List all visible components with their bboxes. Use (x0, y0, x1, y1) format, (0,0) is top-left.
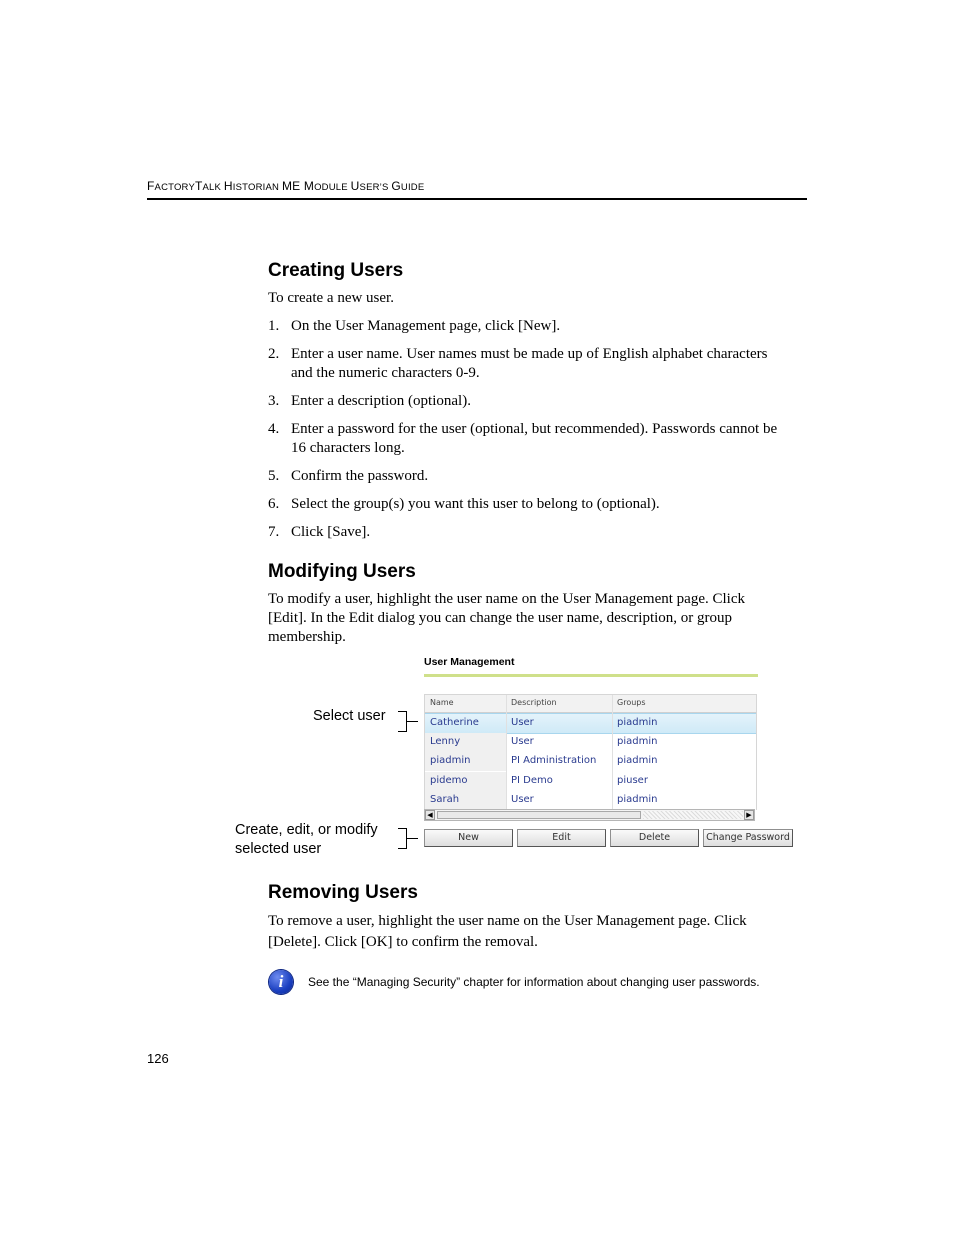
step-text (291, 345, 811, 383)
column-divider (612, 695, 613, 810)
step-line: Click [Save]. (291, 524, 371, 540)
modifying-line: [Edit]. In the Edit dialog you can change the user name, description, or group (268, 610, 733, 626)
step-number: 6. (268, 496, 280, 512)
running-header-initial: M (303, 179, 315, 193)
page-number: 126 (147, 1051, 169, 1066)
table-row[interactable] (425, 791, 756, 810)
user-table (424, 694, 757, 810)
step-text (291, 523, 811, 542)
running-header-rest: ISTORIAN (232, 182, 282, 193)
create-edit-callout-line: selected user (235, 841, 322, 857)
step-number: 2. (268, 346, 280, 362)
removing-line: To remove a user, highlight the user name on the User Management page. Click (268, 913, 747, 929)
create-edit-callout (235, 821, 378, 859)
groups-cell[interactable]: piadmin (617, 735, 658, 747)
select-user-callout: Select user (313, 708, 386, 724)
scroll-right-icon[interactable]: ▶ (744, 810, 754, 820)
step-text (291, 317, 811, 336)
column-header-name[interactable]: Name (430, 698, 454, 707)
removing-users-heading: Removing Users (268, 882, 418, 903)
create-edit-callout-line: Create, edit, or modify (235, 822, 378, 838)
step-line: 16 characters long. (291, 440, 405, 456)
running-header-initial: H (223, 179, 233, 193)
groups-cell[interactable]: piuser (617, 774, 648, 786)
scroll-left-icon[interactable]: ◀ (425, 810, 435, 820)
running-header-initial: G (391, 179, 401, 193)
running-header-initial: T (194, 179, 203, 193)
column-header-groups[interactable]: Groups (617, 698, 646, 707)
groups-cell[interactable]: piadmin (617, 755, 658, 766)
step-line: Select the group(s) you want this user to belong to (optional). (291, 496, 660, 512)
step-text (291, 467, 811, 486)
running-header (147, 178, 807, 200)
select-user-bracket (398, 711, 407, 732)
running-header-rest: ODULE (314, 182, 351, 193)
modifying-line: membership. (268, 629, 346, 645)
new-button[interactable]: New (424, 829, 513, 847)
scroll-track[interactable] (643, 811, 743, 819)
step-number: 4. (268, 421, 280, 437)
table-header (425, 695, 756, 713)
running-header-initial: F (147, 179, 155, 193)
running-header-rest: SER’S (359, 182, 392, 193)
edit-button[interactable]: Edit (517, 829, 606, 847)
running-header-initial: ME (281, 179, 304, 193)
horizontal-scrollbar[interactable] (424, 809, 755, 821)
note-text: See the “Managing Security” chapter for information about changing user passwords. (308, 975, 760, 989)
name-cell[interactable]: pidemo (430, 774, 468, 786)
table-row[interactable] (425, 772, 756, 791)
name-cell[interactable]: Sarah (430, 794, 460, 805)
step-text (291, 495, 811, 514)
name-cell[interactable]: piadmin (430, 755, 471, 766)
user-management-title: User Management (424, 656, 515, 668)
column-divider (506, 695, 507, 810)
create-edit-bracket (398, 828, 407, 849)
scroll-thumb[interactable] (437, 811, 641, 819)
running-header-rest: UIDE (400, 182, 425, 193)
table-row[interactable] (425, 713, 756, 734)
step-line: Enter a user name. User names must be made up of English alphabet characters (291, 346, 768, 362)
description-cell[interactable]: PI Demo (511, 774, 553, 786)
running-header-text (147, 179, 424, 193)
step-number: 5. (268, 468, 280, 484)
removing-line: [Delete]. Click [OK] to confirm the removal. (268, 934, 538, 950)
modifying-users-paragraph (268, 590, 808, 647)
step-text (291, 392, 811, 411)
table-row[interactable] (425, 733, 756, 752)
change-password-button[interactable]: Change Password (703, 829, 793, 847)
create-edit-pointer (407, 838, 418, 839)
step-number: 3. (268, 393, 280, 409)
title-underline (424, 674, 758, 677)
delete-button[interactable]: Delete (610, 829, 699, 847)
creating-users-intro: To create a new user. (268, 290, 394, 306)
description-cell[interactable]: User (511, 735, 534, 747)
creating-users-heading: Creating Users (268, 260, 404, 281)
step-line: and the numeric characters 0-9. (291, 365, 480, 381)
table-row[interactable] (425, 752, 756, 771)
modifying-users-heading: Modifying Users (268, 561, 416, 582)
step-number: 7. (268, 524, 280, 540)
name-cell[interactable]: Catherine (430, 717, 479, 728)
step-text (291, 420, 811, 458)
column-header-description[interactable]: Description (511, 698, 557, 707)
step-line: Enter a description (optional). (291, 393, 471, 409)
step-line: Confirm the password. (291, 468, 429, 484)
removing-users-paragraph (268, 911, 808, 953)
info-icon: i (269, 970, 293, 994)
name-cell[interactable]: Lenny (430, 735, 461, 747)
select-user-pointer (407, 721, 418, 722)
groups-cell[interactable]: piadmin (617, 794, 658, 805)
modifying-line: To modify a user, highlight the user name on the User Management page. Click (268, 591, 745, 607)
running-header-rest: ALK (202, 182, 224, 193)
step-number: 1. (268, 318, 280, 334)
running-header-rest: ACTORY (154, 182, 195, 193)
description-cell[interactable]: User (511, 794, 534, 805)
groups-cell[interactable]: piadmin (617, 717, 658, 728)
description-cell[interactable]: PI Administration (511, 755, 597, 766)
step-line: On the User Management page, click [New]. (291, 318, 561, 334)
description-cell[interactable]: User (511, 717, 534, 728)
step-line: Enter a password for the user (optional, but recommended). Passwords cannot be (291, 421, 778, 437)
running-header-initial: U (350, 179, 360, 193)
